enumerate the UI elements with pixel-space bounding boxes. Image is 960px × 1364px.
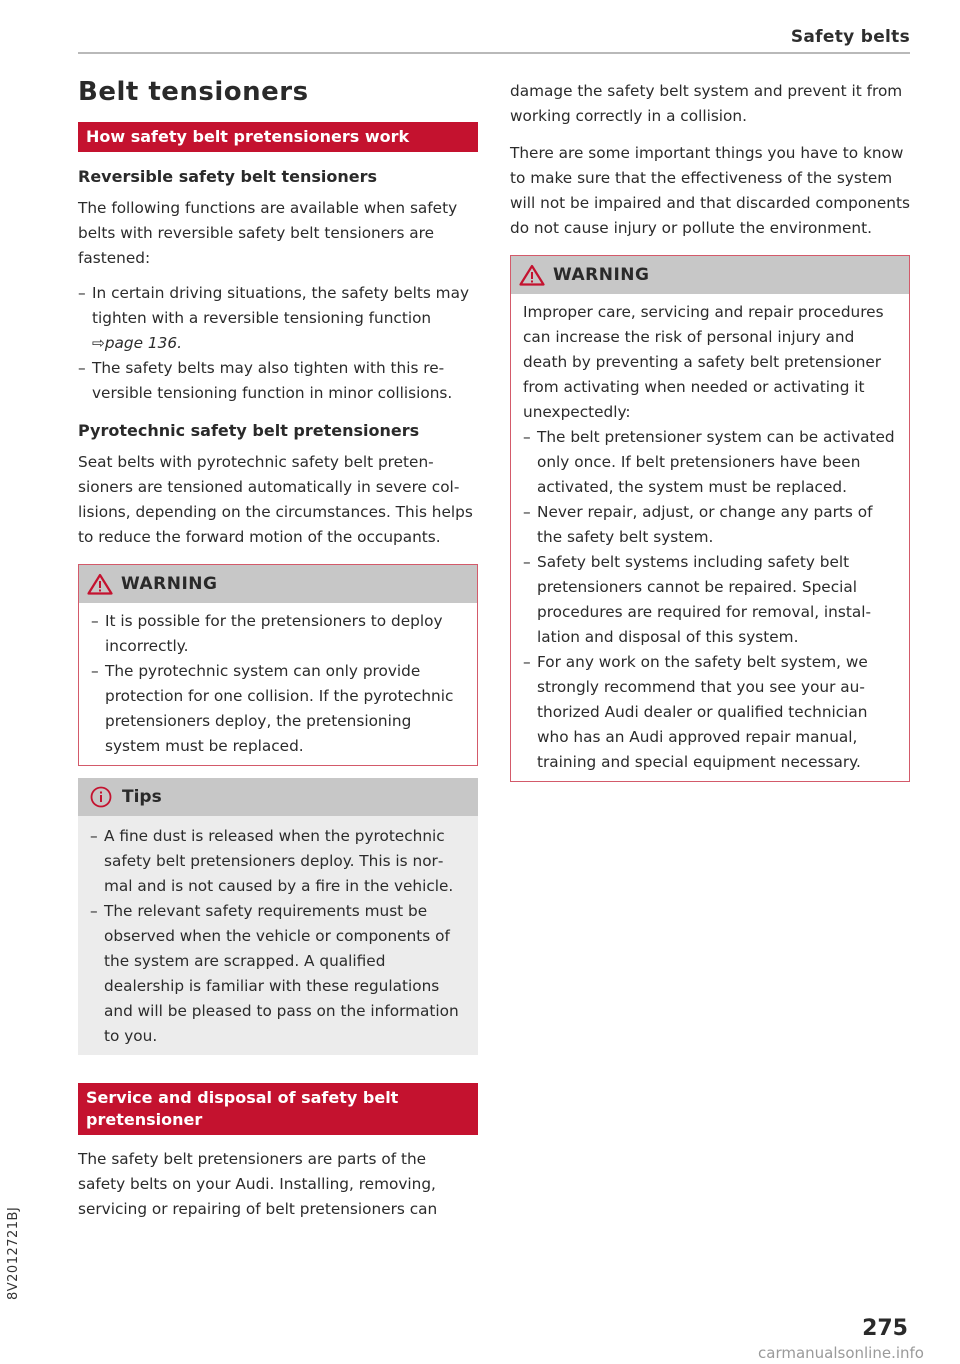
list-item: – The belt pretensioner system can be activated only once. If belt pretensioners have been activated, the system must be replaced.: [523, 428, 895, 496]
right-column: [510, 79, 910, 782]
warning-header: [79, 565, 477, 603]
paragraph-damage: damage the safety belt system and prevent it from working correctly in a collision.: [510, 82, 903, 125]
warning-intro: Improper care, servicing and repair procedures can increase the risk of personal injury and death by preventing a safety belt pretensioner from activating when needed or activating it unexpectedly:: [523, 303, 884, 421]
list-item: – A fine dust is released when the pyrotechnic safety belt pretensioners deploy. This is normal and is not caused by a fire in the vehicle.: [90, 827, 454, 895]
tips-label: Tips: [122, 787, 162, 807]
tips-box: [78, 778, 478, 1055]
page-number: 275: [862, 1316, 908, 1341]
list-item: – The relevant safety requirements must be observed when the vehicle or components of the system are scrapped. A qualified dealership is familiar with these regulations and will be pleased to pass on the information to you.: [90, 902, 459, 1045]
warning-box-left: [78, 564, 478, 766]
warning-label: WARNING: [553, 265, 650, 285]
section-heading-pretensioners-work: How safety belt pretensioners work: [78, 122, 478, 152]
warning-body: [79, 603, 477, 765]
header-rule: [78, 52, 910, 54]
running-header: Safety belts: [790, 27, 910, 47]
list-item: – Never repair, adjust, or change any parts of the safety belt system.: [523, 503, 873, 546]
arrow-right-icon: ⇨: [92, 334, 105, 352]
list-item: – It is possible for the pretensioners to deploy incorrectly.: [91, 612, 443, 655]
list-item: – The safety belts may also tighten with this reversible tensioning function in minor collisions.: [78, 359, 453, 402]
paragraph-pyrotechnic: Seat belts with pyrotechnic safety belt pretensioners are tensioned automatically in severe collisions, depending on the circumstances. This helps to reduce the forward motion of the occupants.: [78, 453, 473, 546]
warning-body: [511, 294, 909, 781]
section-heading-service-disposal: Service and disposal of safety belt pretensioner: [78, 1083, 478, 1135]
list-item: – For any work on the safety belt system, we strongly recommend that you see your authorized Audi dealer or qualified technician who has an Audi approved repair manual, training and special equipment necessary.: [523, 653, 868, 771]
reversible-list: [78, 281, 478, 406]
warning-triangle-icon: [519, 264, 545, 286]
watermark: carmanualsonline.info: [758, 1344, 924, 1362]
info-circle-icon: [90, 786, 112, 808]
tips-header: [78, 778, 478, 816]
left-column: [78, 76, 478, 1222]
list-item: – The pyrotechnic system can only provide protection for one collision. If the pyrotechnic pretensioners deploy, the pretensioning system must be replaced.: [91, 662, 454, 755]
warning-triangle-icon: [87, 573, 113, 595]
list-item: – Safety belt systems including safety belt pretensioners cannot be repaired. Special procedures are required for removal, installation and disposal of this system.: [523, 553, 871, 646]
paragraph-important-things: There are some important things you have to know to make sure that the effectiveness of the system will not be impaired and that discarded components do not cause injury or pollute the environment.: [510, 144, 910, 237]
subheading-pyrotechnic: Pyrotechnic safety belt pretensioners: [78, 421, 420, 440]
paragraph-service-intro: The safety belt pretensioners are parts of the safety belts on your Audi. Installing, removing, servicing or repairing of belt pretensioners can: [78, 1150, 438, 1218]
paragraph-reversible-intro: The following functions are available when safety belts with reversible safety belt tensioners are fastened:: [78, 199, 458, 267]
page-reference-link[interactable]: page 136.: [104, 334, 182, 352]
warning-box-right: [510, 255, 910, 782]
document-code: 8V2012721BJ: [6, 1206, 21, 1300]
warning-label: WARNING: [121, 574, 218, 594]
page-title: Belt tensioners: [78, 77, 309, 107]
warning-header: [511, 256, 909, 294]
tips-body: [78, 816, 478, 1055]
list-item: – In certain driving situations, the safety belts may tighten with a reversible tensioning function ⇨page 136.: [78, 284, 470, 352]
subheading-reversible: Reversible safety belt tensioners: [78, 167, 378, 186]
